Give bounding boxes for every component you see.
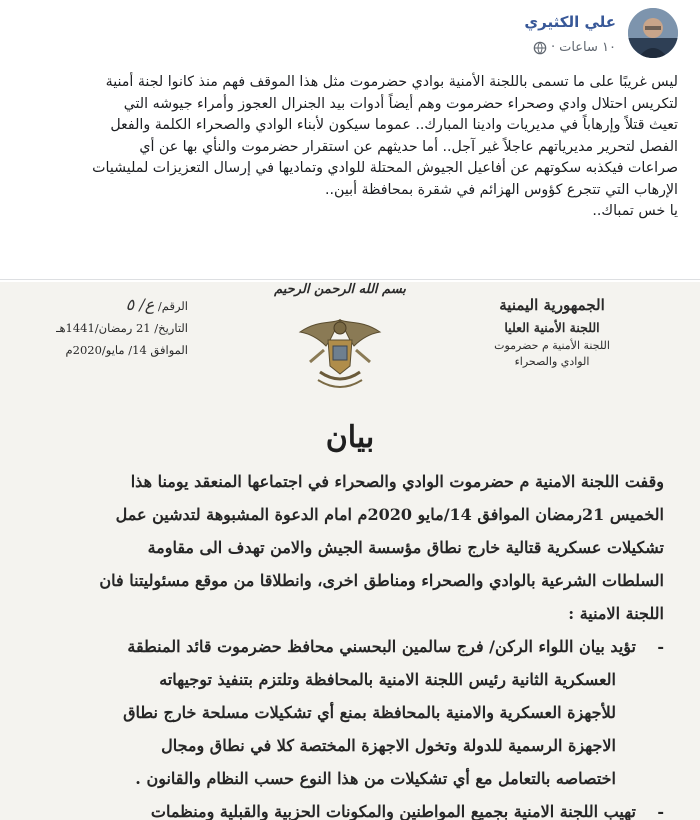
doc-body-line: وقفت اللجنة الامنية م حضرموت الوادي والصحراء في اجتماعها المنعقد يومنا هذا (130, 472, 664, 491)
issuer-subcommittee: اللجنة الأمنية م حضرموت (494, 339, 610, 352)
bullet-dash: - (657, 802, 664, 820)
bullet-dash: - (657, 637, 664, 656)
ref-number-label: الرقم/ (157, 299, 188, 313)
meta-separator: · (550, 40, 556, 55)
gregorian-date-value: 14/ مايو/2020م (65, 343, 147, 357)
hijri-date-value: 21 رمضان/1441هـ (56, 321, 151, 335)
issuer-country: الجمهورية اليمنية (499, 296, 605, 314)
doc-body-line: تشكيلات عسكرية قتالية خارج نطاق مؤسسة الجيش والامن تهدف الى مقاومة (147, 538, 664, 557)
gregorian-date-label: الموافق (150, 343, 188, 357)
yemen-eagle-emblem-icon (290, 310, 390, 398)
doc-bullet-line: العسكرية الثانية رئيس اللجنة الامنية بالمحافظة وتلتزم بتنفيذ توجيهاته (159, 670, 616, 689)
ref-number-value: ع/ ٥ (125, 295, 155, 314)
doc-reference-block (38, 294, 188, 361)
doc-bullet-line (30, 795, 664, 820)
doc-body-line: اللجنة الامنية : (568, 604, 664, 623)
issuer-region: الوادي والصحراء (514, 355, 590, 368)
post-meta (533, 40, 616, 55)
ref-number-row (38, 294, 188, 317)
issuer-committee: اللجنة الأمنية العليا (504, 320, 600, 335)
doc-title: بيان (325, 420, 375, 455)
globe-icon[interactable] (533, 41, 547, 55)
bullet-text: تهيب اللجنة الامنية بجميع المواطنين والمكونات الحزبية والقبلية ومنظمات (150, 802, 636, 820)
author-name[interactable]: علي الكثيري (524, 13, 616, 31)
post-text-line: يا خس تمباك.. (592, 203, 678, 219)
post-text (14, 72, 678, 223)
doc-issuer-block (472, 296, 632, 368)
hijri-date-row (38, 317, 188, 339)
post-time[interactable]: ١٠ ساعات (559, 40, 616, 55)
doc-bullet-line: اختصاصه بالتعامل مع أي تشكيلات من هذا النوع حسب النظام والقانون . (135, 769, 616, 788)
doc-bullet-line: الاجهزة الرسمية للدولة وتخول الاجهزة المختصة كلا في نطاق ومجال (161, 736, 616, 755)
post-text-line: تعيث قتلاً وإرهاباً في مديريات وادينا المبارك.. عموما سيكون لأبناء الوادي والصحراء الكلمة والفعل (110, 117, 678, 133)
post-text-line: الإرهاب التي تتجرع كؤوس الهزائم في شقرة بمحافظة أبين.. (325, 181, 678, 198)
hijri-date-label: التاريخ/ (154, 321, 188, 335)
post-text-line: صراعات فيكذبه سكوتهم عن أفاعيل الجيوش المحتلة للوادي وتماديها في إرسال التعزيزات لمليشيات (92, 160, 678, 176)
doc-bullet-line (30, 630, 664, 663)
post-text-line: الفصل لتحرير مديرياتهم عاجلاً غير آجل.. أما حديثهم عن استقرار حضرموت والنأي بها عن أي (139, 138, 678, 155)
gregorian-date-row (38, 339, 188, 361)
attached-document-image[interactable] (0, 282, 700, 820)
bullet-text: تؤيد بيان اللواء الركن/ فرج سالمين البحسني محافظ حضرموت قائد المنطقة (127, 637, 636, 656)
avatar-icon[interactable] (628, 8, 678, 58)
doc-bullet-line: للأجهزة العسكرية والامنية بالمحافظة بمنع أي تشكيلات مسلحة خارج نطاق (123, 703, 616, 722)
facebook-post (0, 0, 700, 280)
doc-body (30, 465, 664, 820)
doc-basmala: بسم الله الرحمن الرحيم (274, 282, 406, 297)
post-text-line: ليس غريبًا على ما تسمى باللجنة الأمنية بوادي حضرموت مثل هذا الموقف فهم منذ كانوا لجنة أمنية (105, 74, 678, 90)
doc-body-line: الخميس 21رمضان الموافق 14/مايو 2020م امام الدعوة المشبوهة لتدشين عمل (115, 505, 664, 524)
doc-body-line: السلطات الشرعية بالوادي والصحراء ومناطق اخرى، وانطلاقا من موقع مسئوليتنا فان (99, 571, 664, 590)
post-text-line: لتكريس احتلال وادي وصحراء حضرموت وهم أيضاً أدوات بيد الجنرال العجوز وأمراء جيوشه التي (123, 95, 678, 112)
